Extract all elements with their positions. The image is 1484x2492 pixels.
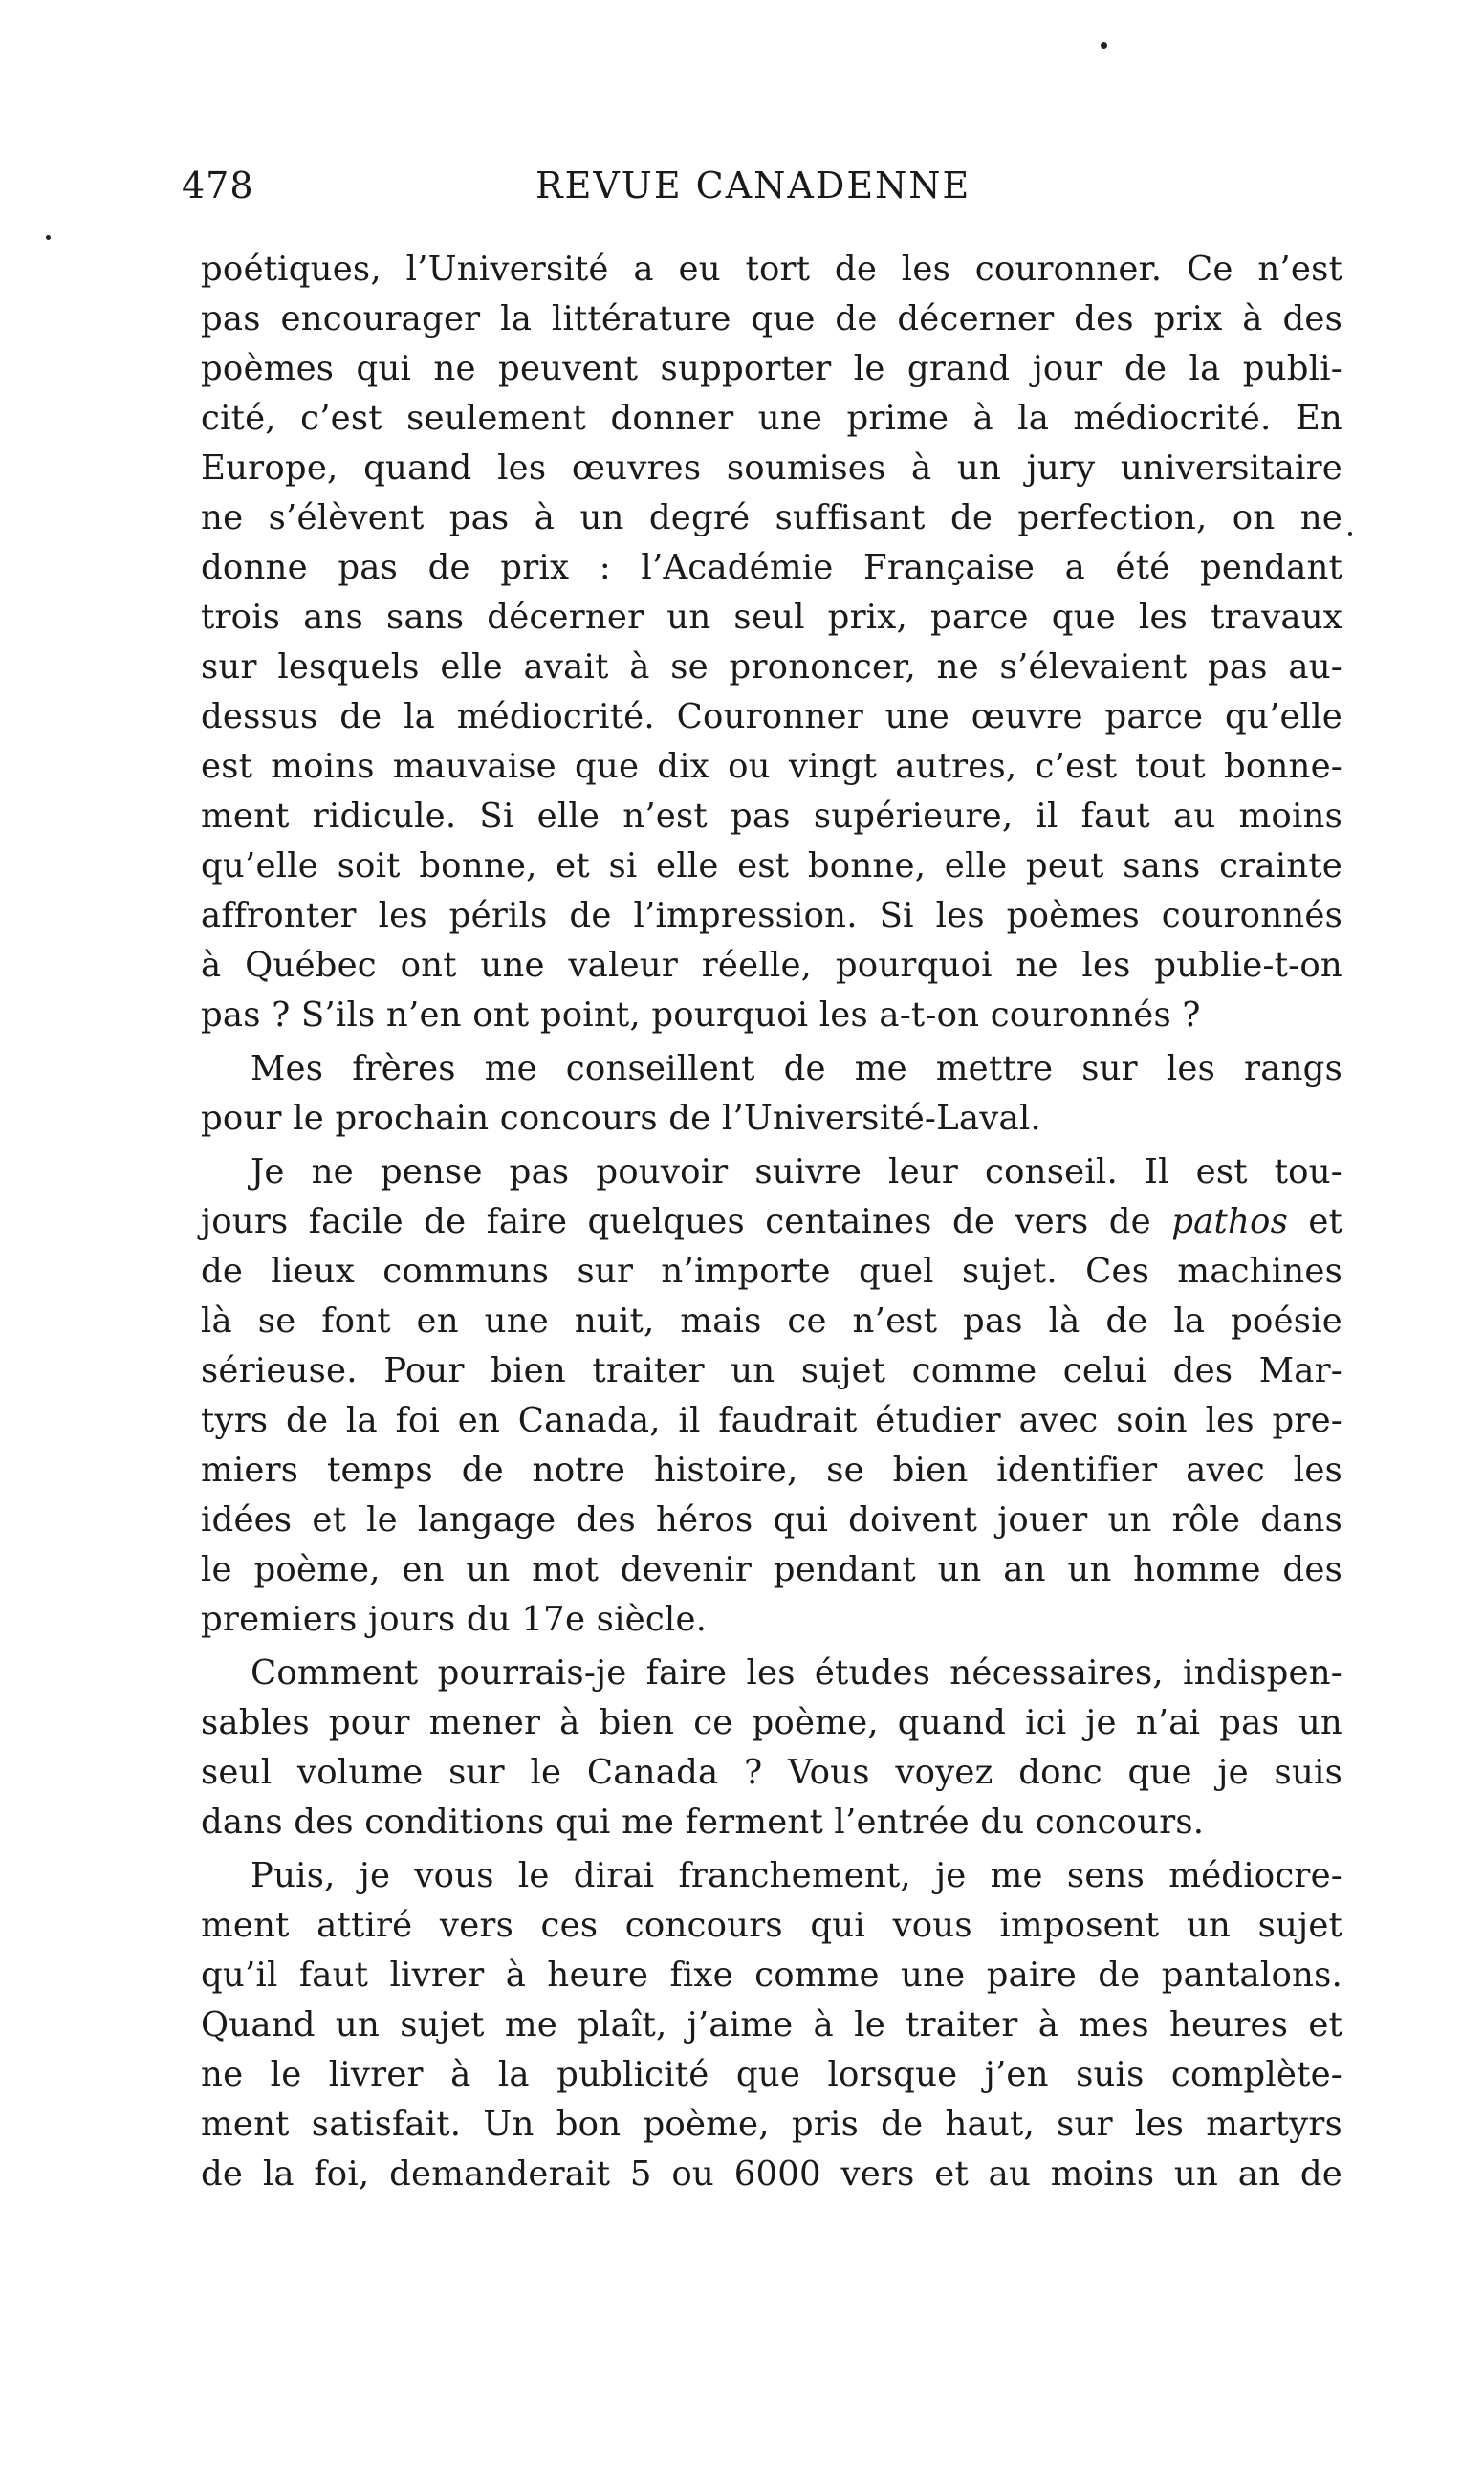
text-line: ment attiré vers ces concours qui vous imposent un sujet [201,1906,1342,1945]
text-line: sérieuse. Pour bien traiter un sujet comme celui des Mar- [201,1351,1342,1390]
text-line: est moins mauvaise que dix ou vingt autres, c’est tout bonne- [201,747,1342,786]
text-line: ment satisfait. Un bon poème, pris de haut, sur les martyrs [201,2105,1342,2144]
text-line: Puis, je vous le dirai franchement, je me sens médiocre- [251,1856,1342,1895]
text-line: ment ridicule. Si elle n’est pas supérieure, il faut au moins [201,797,1342,836]
page-header [182,164,1337,218]
text-line: Quand un sujet me plaît, j’aime à le traiter à mes heures et [201,2005,1342,2044]
text-line: dessus de la médiocrité. Couronner une œuvre parce qu’elle [201,697,1342,736]
text-line: le poème, en un mot devenir pendant un an un homme des [201,1550,1342,1589]
text-line: Mes frères me conseillent de me mettre sur les rangs [251,1049,1342,1088]
text-line: trois ans sans décerner un seul prix, parce que les travaux [201,598,1342,637]
text-line: Europe, quand les œuvres soumises à un jury universitaire [201,448,1342,488]
text-line: miers temps de notre histoire, se bien identifier avec les [201,1451,1342,1490]
paragraph-1 [201,245,1342,1040]
text-line: idées et le langage des héros qui doivent jouer un rôle dans [201,1500,1342,1540]
text-line: Je ne pense pas pouvoir suivre leur conseil. Il est tou- [251,1152,1342,1191]
running-title: REVUE CANADENNE [535,164,971,207]
ink-speck [1348,532,1352,536]
text-line: dans des conditions qui me ferment l’entrée du concours. [201,1803,1205,1842]
text-line: tyrs de la foi en Canada, il faudrait étudier avec soin les pre- [201,1401,1342,1440]
text-line: à Québec ont une valeur réelle, pourquoi ne les publie-t-on [201,946,1342,985]
paragraph-3 [201,1148,1342,1645]
text-line: seul volume sur le Canada ? Vous voyez donc que je suis [201,1753,1342,1792]
text-line: donne pas de prix : l’Académie Française a été pendant [201,548,1342,587]
text-line: ne s’élèvent pas à un degré suffisant de perfection, on ne [201,498,1342,537]
text-line: qu’elle soit bonne, et si elle est bonne, elle peut sans crainte [201,846,1342,885]
text-line: sur lesquels elle avait à se prononcer, ne s’élevaient pas au- [201,647,1342,687]
text-line: ne le livrer à la publicité que lorsque j’en suis complète- [201,2055,1342,2094]
paragraph-5 [201,1851,1342,2199]
text-line: premiers jours du 17e siècle. [201,1600,708,1639]
text-line: affronter les périls de l’impression. Si les poèmes couronnés [201,896,1342,935]
body-text [201,245,1342,2199]
text-line: pas encourager la littérature que de décerner des prix à des [201,299,1342,339]
page-number: 478 [182,164,254,207]
text-line: de la foi, demanderait 5 ou 6000 vers et au moins un an de [201,2154,1342,2194]
ink-speck [1101,42,1107,49]
paragraph-2 [201,1044,1342,1144]
italic-word: pathos [1171,1202,1289,1241]
text-line: sables pour mener à bien ce poème, quand ici je n’ai pas un [201,1703,1342,1742]
text-line: cité, c’est seulement donner une prime à la médiocrité. En [201,399,1342,438]
text-line: poèmes qui ne peuvent supporter le grand jour de la publi- [201,349,1342,388]
text-line: pour le prochain concours de l’Université-Laval. [201,1099,1041,1138]
text-line: Comment pourrais-je faire les études nécessaires, indispen- [251,1653,1342,1693]
text-line: là se font en une nuit, mais ce n’est pas là de la poésie [201,1301,1342,1341]
text-line: qu’il faut livrer à heure fixe comme une paire de pantalons. [201,1956,1342,1995]
text-line: pas ? S’ils n’en ont point, pourquoi les a-t-on couronnés ? [201,995,1201,1035]
text-line: poétiques, l’Université a eu tort de les couronner. Ce n’est [201,250,1342,289]
text-line: jours facile de faire quelques centaines de vers de pathos et [201,1202,1342,1241]
ink-speck [46,235,51,240]
paragraph-4 [201,1649,1342,1847]
text-line: de lieux communs sur n’importe quel sujet. Ces machines [201,1252,1342,1291]
